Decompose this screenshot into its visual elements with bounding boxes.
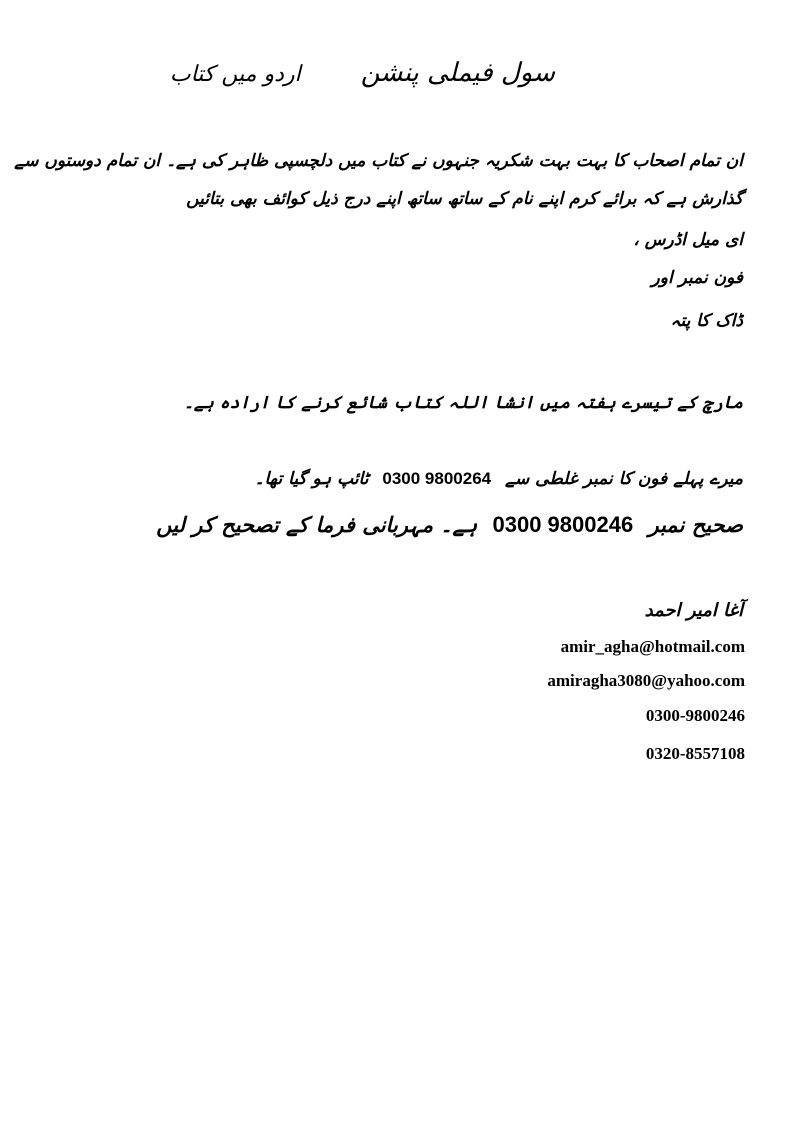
page-title [170,58,555,88]
wrong-number: 0300 9800264 [382,469,492,488]
title-left: اردو میں کتاب [169,62,301,87]
body-line-email: ای میل اڈرس ، [633,230,743,250]
correct-number-text-b: ہے۔ مہربانی فرما کے تصحیح کر لیں [156,513,478,537]
body-line-wrong-number [255,468,743,489]
body-line-2: گذارش ہے کہ برائے کرم اپنے نام کے ساتھ ساتھ اپنے درج ذیل کوائف بھی بتائیں [186,189,743,209]
signature-name: آغا امیر احمد [644,600,743,621]
wrong-number-text-b: ٹائپ ہو گیا تھا۔ [254,469,369,489]
wrong-number-text-a: میرے پہلے فون کا نمبر غلطی سے [505,469,743,489]
title-right: سول فیملی پنشن [360,58,555,88]
body-line-address: ڈاک کا پتہ [670,311,743,331]
phone-1: 0300-9800246 [645,706,745,725]
correct-number: 0300 9800246 [492,512,634,537]
correct-number-text-a: صحیح نمبر [648,513,743,537]
body-line-1: ان تمام اصحاب کا بہت بہت شکریہ جنہوں نے کتاب میں دلچسپی ظاہر کی ہے۔ ان تمام دوستوں سے [14,151,743,171]
email-yahoo: amiragha3080@yahoo.com [547,671,745,690]
email-hotmail: amir_agha@hotmail.com [560,637,745,656]
body-line-publish-notice: مارچ کے تیسرے ہفتہ میں انشا اللہ کتاب شائع کرنے کا ارادہ ہے۔ [183,393,743,413]
phone-2: 0320-8557108 [645,744,745,763]
body-line-correct-number [156,512,743,538]
body-line-phone: فون نمبر اور [651,268,743,288]
